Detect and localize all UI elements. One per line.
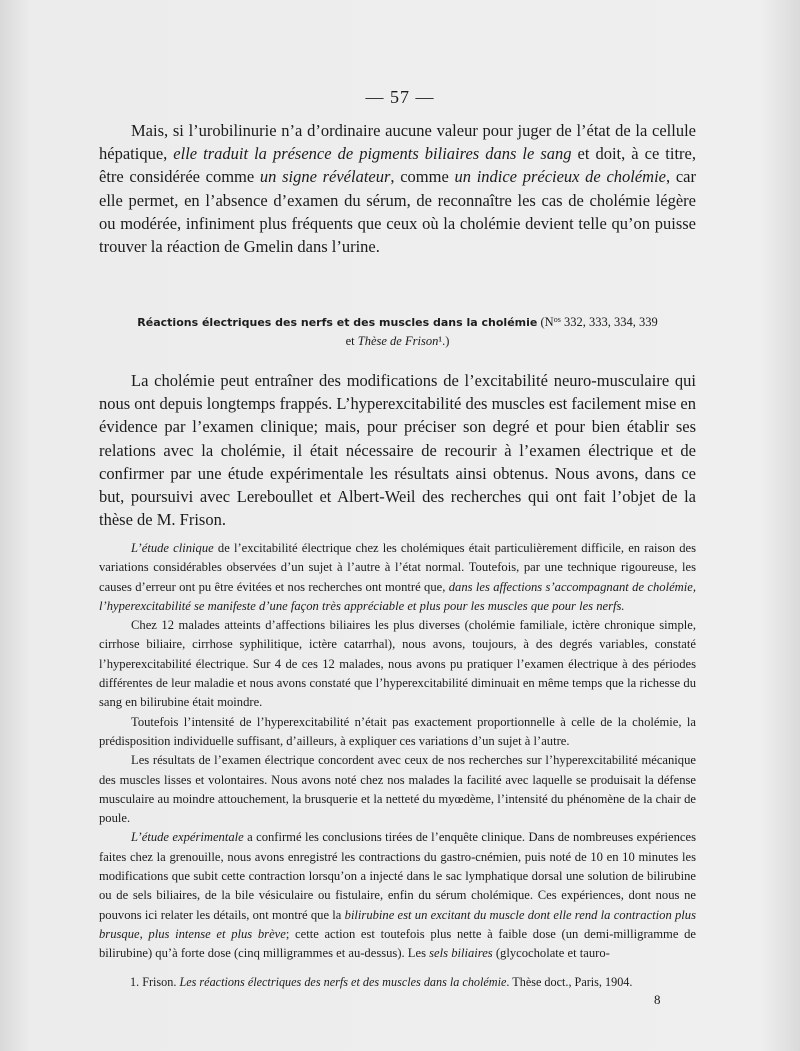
paragraph-cholemie: La cholémie peut entraîner des modifications de l’excitabilité neuro-musculaire qui nous ont depuis longtemps frappés. L’hyperexcitabilité des muscles est facilement mise en évidence par l’examen clinique; mais, pour préciser son degré et pour bien établir ses relations avec la cholémie, il était nécessaire de recourir à l’examen électrique et de confirmer par une étude expérimentale les résultats ainsi obtenus. Nous avons, dans ce but, poursuivi avec Lereboullet et Albert-Weil des recherches qui ont fait l’objet de la thèse de M. Frison. bbox=[99, 371, 696, 530]
footnote: 1. Frison. Les réactions électriques des nerfs et des muscles dans la cholémie. Thèse doct., Paris, 1904. bbox=[130, 975, 633, 989]
small-print-block: L’étude clinique de l’excitabilité électrique chez les cholémiques était particulièrement difficile, en raison des variations considérables observées d’un sujet à l’autre à l’état normal. Toutefois, par une technique rigoureuse, les causes d’erreur ont pu être évitées et nos recherches ont montré que, dans les affections s’accompagnant de cholémie, l’hyperexcitabilité se manifeste d’une façon très appréciable et plus pour les muscles que pour les nerfs. Chez 12 malades atteints d’affections biliaires les plus diverses (cholémie familiale, ictère chronique simple, cirrhose biliaire, cirrhose syphilitique, ictère catarrhal), nous avons, toujours, à des degrés variables, constaté l’hyperexcitabilité électrique. Sur 4 de ces 12 malades, nous avons pu pratiquer l’examen électrique à des périodes différentes de leur maladie et nous avons constaté que l’hyperexcitabilité diminuait en même temps que la richesse du sang en bilirubine était moindre. Toutefois l’intensité de l’hyperexcitabilité n’était pas exactement proportionnelle à celle de la cholémie, la prédisposition individuelle suffisant, d’ailleurs, à expliquer ces variations d’un sujet à l’autre. Les résultats de l’examen électrique concordent avec ceux de nos recherches sur l’hyperexcitabilité mécanique des muscles lisses et volontaires. Nous avons noté chez nos malades la facilité avec laquelle se produisait la défense musculaire au moindre attouchement, la brusquerie et la netteté du myœdème, l’intensité du phénomène de la chair de poule. L’étude expérimentale a confirmé les conclusions tirées de l’enquête clinique. Dans de nombreuses expériences faites chez la grenouille, nous avons enregistré les contractions du gastro-cnémien, puis noté de 10 en 10 minutes les modifications que subit cette contraction lorsqu’on a injecté dans le sac lymphatique dorsal une solution de bilirubine ou de sels biliaires, de la bile vésiculaire ou fistulaire, enfin du sérum cholémique. Ces expériences, dont nous ne pouvons ici relater les détails, ont montré que la bilirubine est un excitant du muscle dont elle rend la contraction plus brusque, plus intense et plus brève; cette action est toutefois plus nette à faible dose (un demi-milligramme de bilirubine) qu’à forte dose (cinq milligrammes et au-dessus). Les sels biliaires (glycocholate et tauro- bbox=[99, 541, 697, 961]
section-heading: Réactions électriques des nerfs et des muscles dans la cholémie ($N^{os}$ 332, 333, 334, 339 et Thèse de Frison¹.) bbox=[137, 315, 658, 348]
page-number: — 57 — bbox=[365, 87, 435, 107]
paragraph-urobilinurie: Mais, si l’urobilinurie n’a d’ordinaire aucune valeur pour juger de l’état de la cellule hépatique, elle traduit la présence de pigments biliaires dans le sang et doit, à ce titre, être considérée comme un signe révélateur, comme un indice précieux de cholémie, car elle permet, en l’absence d’examen du sérum, de reconnaître les cas de cholémie légère ou modérée, infiniment plus fréquents que ceux où la cholémie devient telle qu’on puisse trouver la réaction de Gmelin dans l’urine. bbox=[99, 121, 696, 257]
signature-mark: 8 bbox=[654, 992, 661, 1007]
